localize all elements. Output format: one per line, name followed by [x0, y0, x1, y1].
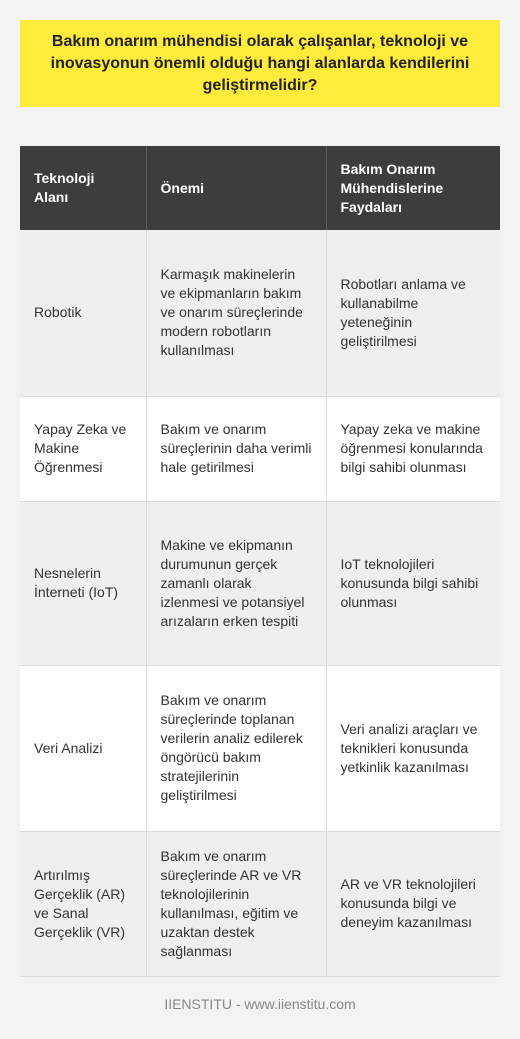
cell-importance: Bakım ve onarım süreçlerinde toplanan verilerin analiz edilerek öngörücü bakım stratejilerinin geliştirilmesi	[146, 665, 326, 831]
table-header-row	[20, 146, 500, 230]
cell-importance: Bakım ve onarım süreçlerinin daha verimli hale getirilmesi	[146, 396, 326, 501]
table-row	[20, 230, 500, 396]
cell-benefit: Robotları anlama ve kullanabilme yeteneğinin geliştirilmesi	[326, 230, 500, 396]
cell-importance: Makine ve ekipmanın durumunun gerçek zamanlı olarak izlenmesi ve potansiyel arızaların erken tespiti	[146, 501, 326, 665]
cell-area: Veri Analizi	[20, 665, 146, 831]
footer-credit: IIENSTITU - www.iienstitu.com	[164, 996, 356, 1012]
table-row	[20, 501, 500, 665]
cell-importance: Bakım ve onarım süreçlerinde AR ve VR teknolojilerinin kullanılması, eğitim ve uzaktan destek sağlanması	[146, 831, 326, 976]
technology-table	[20, 146, 500, 977]
table-row	[20, 396, 500, 501]
cell-benefit: Yapay zeka ve makine öğrenmesi konularında bilgi sahibi olunması	[326, 396, 500, 501]
page-title: Bakım onarım mühendisi olarak çalışanlar, teknoloji ve inovasyonun önemli olduğu hangi alanlarda kendilerini geliştirmelidir?	[50, 32, 470, 94]
cell-area: Yapay Zeka ve Makine Öğrenmesi	[20, 396, 146, 501]
cell-benefit: AR ve VR teknolojileri konusunda bilgi ve deneyim kazanılması	[326, 831, 500, 976]
cell-importance: Karmaşık makinelerin ve ekipmanların bakım ve onarım süreçlerinde modern robotların kullanılması	[146, 230, 326, 396]
cell-benefit: IoT teknolojileri konusunda bilgi sahibi olunması	[326, 501, 500, 665]
cell-area: Robotik	[20, 230, 146, 396]
cell-area: Nesnelerin İnterneti (IoT)	[20, 501, 146, 665]
title-banner	[20, 20, 500, 107]
table-row	[20, 665, 500, 831]
header-benefits: Bakım Onarım Mühendislerine Faydaları	[326, 146, 500, 230]
cell-area: Artırılmış Gerçeklik (AR) ve Sanal Gerçeklik (VR)	[20, 831, 146, 976]
header-importance: Önemi	[146, 146, 326, 230]
table-row	[20, 831, 500, 976]
cell-benefit: Veri analizi araçları ve teknikleri konusunda yetkinlik kazanılması	[326, 665, 500, 831]
header-technology-area: Teknoloji Alanı	[20, 146, 146, 230]
